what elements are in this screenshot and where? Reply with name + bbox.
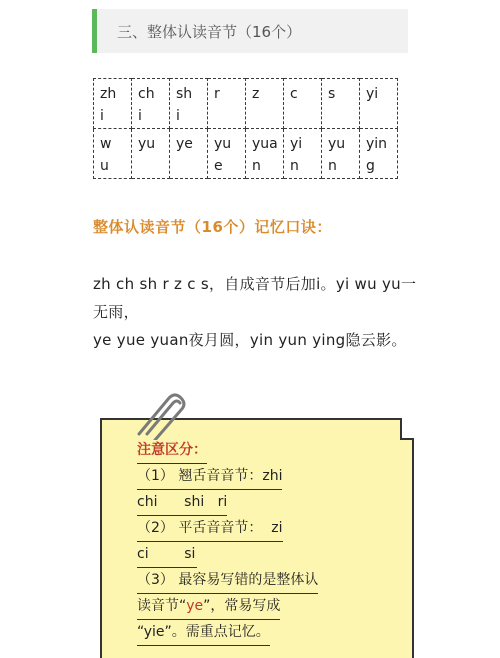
table-cell: yin g [360,129,398,179]
mnemonic-body [93,270,418,354]
note-line: （2） 平舌音音节： zi [137,516,283,542]
paperclip-icon [125,390,195,440]
mnemonic-title: 整体认读音节（16个）记忆口诀： [93,218,332,236]
table-cell: sh i [170,79,208,129]
note-line: （3） 最容易写错的是整体认 [137,568,318,594]
section-title: 三、整体认读音节（16个） [117,22,302,41]
table-cell: z [246,79,284,129]
table-cell: r [208,79,246,129]
note-card [100,390,420,654]
table-cell: w u [94,129,132,179]
table-cell: ye [170,129,208,179]
table-row [94,79,398,129]
note-line: ci si [137,542,197,568]
note-line: （1） 翘舌音音节：zhi [137,464,282,490]
note-line: “yie”。需重点记忆。 [137,620,270,646]
table-row [94,129,398,179]
section-header [92,9,408,53]
table-cell: yua n [246,129,284,179]
table-cell: yi n [284,129,322,179]
highlight-ye: ye [186,598,204,614]
table-cell: zh i [94,79,132,129]
table-cell: c [284,79,322,129]
mnemonic-line: ye yue yuan夜月圆，yin yun ying隐云影。 [93,331,407,349]
note-line: 读音节“ye”，常易写成 [137,594,280,620]
note-paper-fold [400,438,414,658]
table-cell: s [322,79,360,129]
table-cell: yu n [322,129,360,179]
note-content [137,438,377,646]
mnemonic-line: zh ch sh r z c s，自成音节后加i。yi wu yu一无雨， [93,275,417,321]
note-line: chi shi ri [137,490,227,516]
syllable-table [93,78,398,179]
table-cell: ch i [132,79,170,129]
note-title: 注意区分： [137,438,207,464]
table-cell: yi [360,79,398,129]
table-cell: yu [132,129,170,179]
table-cell: yu e [208,129,246,179]
